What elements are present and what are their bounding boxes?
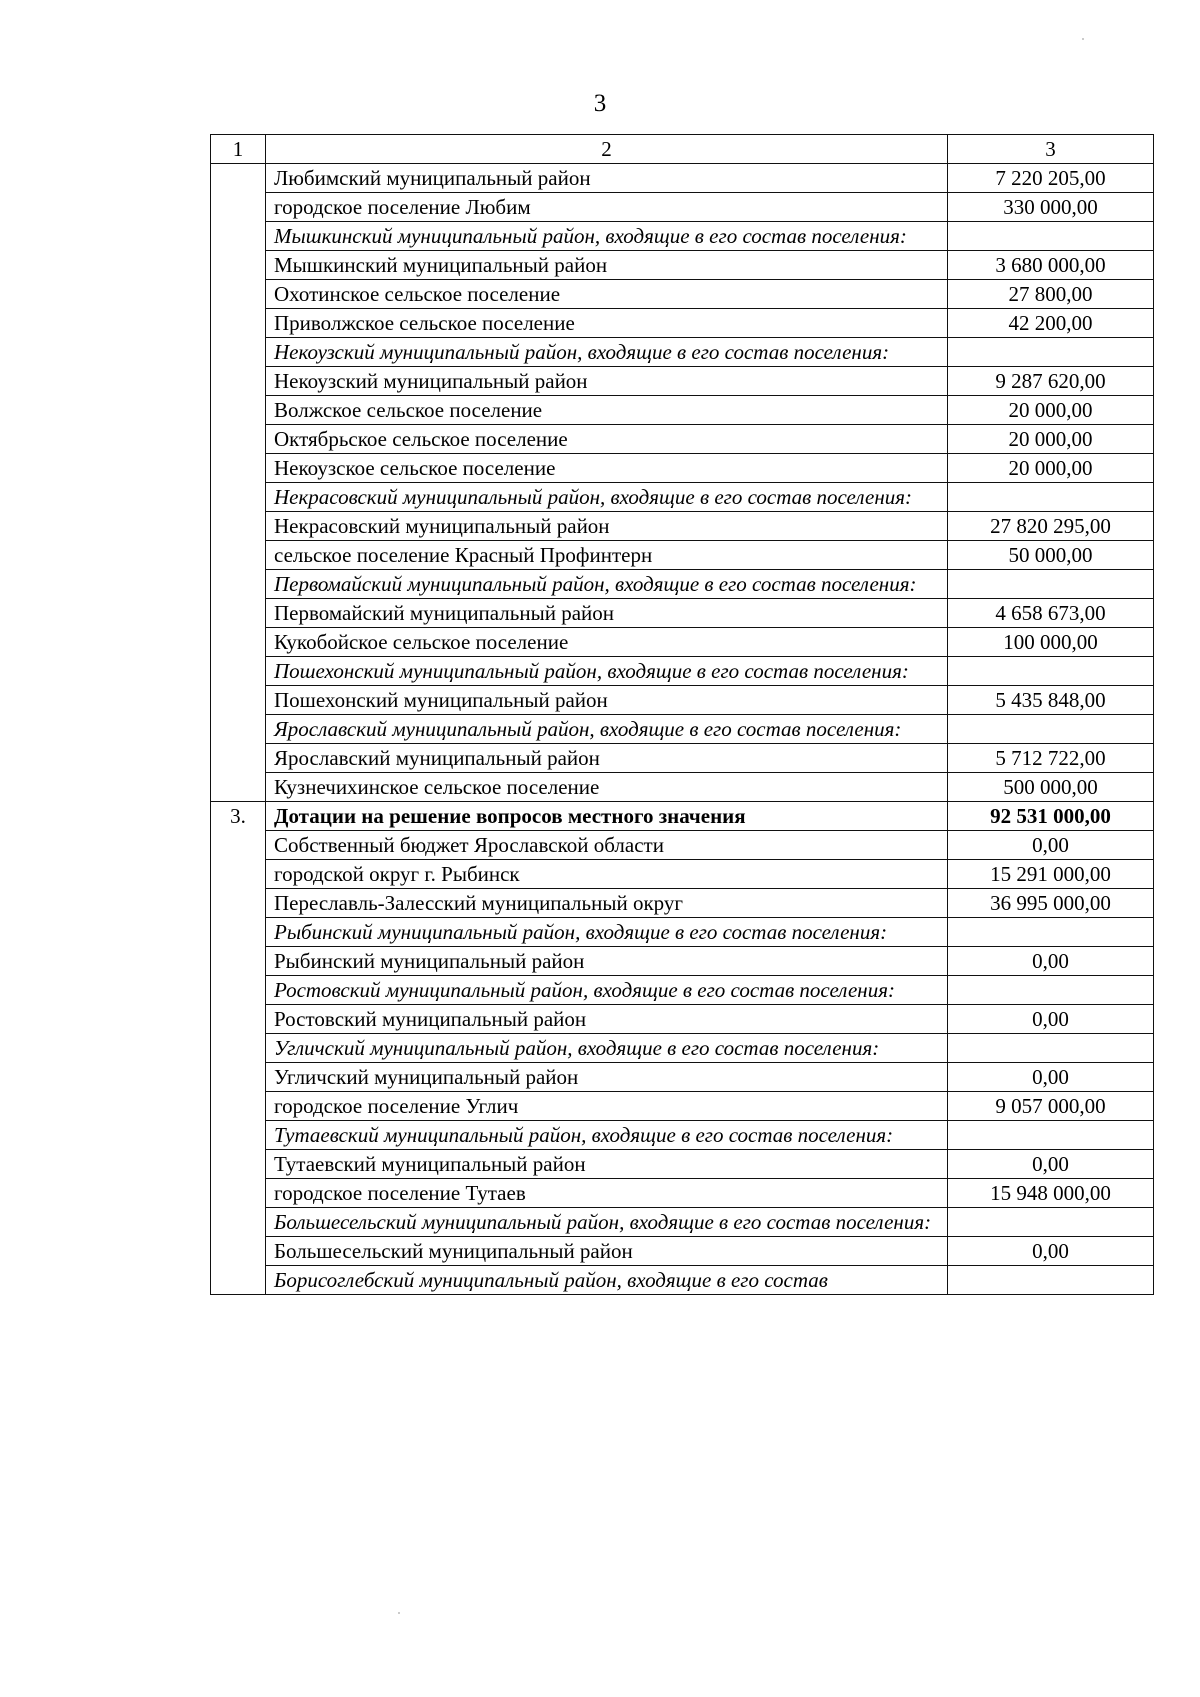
table-row xyxy=(211,715,1154,744)
row-number-cell xyxy=(211,1121,266,1150)
row-number-cell xyxy=(211,657,266,686)
row-name-cell: Приволжское сельское поселение xyxy=(266,309,948,338)
row-amount-cell: 92 531 000,00 xyxy=(948,802,1154,831)
row-name-cell: Пошехонский муниципальный район xyxy=(266,686,948,715)
row-name-cell: Ростовский муниципальный район, входящие в его состав поселения: xyxy=(266,976,948,1005)
row-amount-cell xyxy=(948,483,1154,512)
row-name-cell: Рыбинский муниципальный район, входящие в его состав поселения: xyxy=(266,918,948,947)
row-name-cell: Ярославский муниципальный район, входящие в его состав поселения: xyxy=(266,715,948,744)
row-name-cell: Угличский муниципальный район xyxy=(266,1063,948,1092)
row-amount-cell: 50 000,00 xyxy=(948,541,1154,570)
row-name-cell: Некрасовский муниципальный район, входящие в его состав поселения: xyxy=(266,483,948,512)
table-row xyxy=(211,599,1154,628)
row-amount-cell: 15 291 000,00 xyxy=(948,860,1154,889)
column-header-number: 1 xyxy=(211,135,266,164)
row-name-cell: Любимский муниципальный район xyxy=(266,164,948,193)
row-amount-cell xyxy=(948,657,1154,686)
row-name-cell: Некоузское сельское поселение xyxy=(266,454,948,483)
row-number-cell xyxy=(211,512,266,541)
table-header xyxy=(211,135,1154,164)
row-number-cell xyxy=(211,309,266,338)
row-number-cell xyxy=(211,686,266,715)
row-amount-cell: 4 658 673,00 xyxy=(948,599,1154,628)
row-name-cell: Тутаевский муниципальный район xyxy=(266,1150,948,1179)
row-amount-cell: 42 200,00 xyxy=(948,309,1154,338)
row-name-cell: городской округ г. Рыбинск xyxy=(266,860,948,889)
row-amount-cell xyxy=(948,570,1154,599)
table-row xyxy=(211,1237,1154,1266)
row-amount-cell xyxy=(948,338,1154,367)
row-number-cell xyxy=(211,889,266,918)
scan-speck xyxy=(1082,38,1084,40)
row-number-cell xyxy=(211,164,266,193)
table-row xyxy=(211,1063,1154,1092)
row-name-cell: городское поселение Тутаев xyxy=(266,1179,948,1208)
row-number-cell xyxy=(211,367,266,396)
row-number-cell xyxy=(211,570,266,599)
row-amount-cell: 5 712 722,00 xyxy=(948,744,1154,773)
row-amount-cell: 27 800,00 xyxy=(948,280,1154,309)
table-row xyxy=(211,164,1154,193)
row-name-cell: Некоузский муниципальный район, входящие в его состав поселения: xyxy=(266,338,948,367)
row-number-cell xyxy=(211,628,266,657)
row-name-cell: Ярославский муниципальный район xyxy=(266,744,948,773)
table-row xyxy=(211,773,1154,802)
row-number-cell xyxy=(211,976,266,1005)
row-number-cell xyxy=(211,280,266,309)
table-row xyxy=(211,1034,1154,1063)
row-number-cell xyxy=(211,947,266,976)
row-amount-cell: 0,00 xyxy=(948,1150,1154,1179)
row-name-cell: городское поселение Любим xyxy=(266,193,948,222)
row-number-cell xyxy=(211,599,266,628)
row-number-cell xyxy=(211,251,266,280)
row-name-cell: Некоузский муниципальный район xyxy=(266,367,948,396)
table-row xyxy=(211,1092,1154,1121)
table-row xyxy=(211,831,1154,860)
row-name-cell: Переславль-Залесский муниципальный округ xyxy=(266,889,948,918)
row-number-cell xyxy=(211,396,266,425)
row-number-cell xyxy=(211,425,266,454)
row-number-cell xyxy=(211,1063,266,1092)
column-header-amount: 3 xyxy=(948,135,1154,164)
row-amount-cell: 0,00 xyxy=(948,831,1154,860)
row-number-cell xyxy=(211,1237,266,1266)
table-row xyxy=(211,338,1154,367)
row-name-cell: Собственный бюджет Ярославской области xyxy=(266,831,948,860)
row-name-cell: Кукобойское сельское поселение xyxy=(266,628,948,657)
row-number-cell xyxy=(211,1179,266,1208)
table-row xyxy=(211,251,1154,280)
table-row xyxy=(211,280,1154,309)
row-amount-cell xyxy=(948,1208,1154,1237)
row-amount-cell xyxy=(948,1034,1154,1063)
table-row xyxy=(211,512,1154,541)
row-number-cell xyxy=(211,483,266,512)
row-number-cell xyxy=(211,860,266,889)
table-row xyxy=(211,483,1154,512)
table-row xyxy=(211,367,1154,396)
table-row xyxy=(211,1266,1154,1295)
table-row xyxy=(211,802,1154,831)
row-number-cell xyxy=(211,744,266,773)
table-row xyxy=(211,541,1154,570)
row-amount-cell: 36 995 000,00 xyxy=(948,889,1154,918)
row-amount-cell: 9 287 620,00 xyxy=(948,367,1154,396)
row-amount-cell: 3 680 000,00 xyxy=(948,251,1154,280)
row-number-cell xyxy=(211,1034,266,1063)
table-row xyxy=(211,860,1154,889)
table-row xyxy=(211,570,1154,599)
row-number-cell xyxy=(211,1208,266,1237)
row-amount-cell: 20 000,00 xyxy=(948,454,1154,483)
row-number-cell xyxy=(211,222,266,251)
table-row xyxy=(211,1121,1154,1150)
row-name-cell: городское поселение Углич xyxy=(266,1092,948,1121)
row-number-cell xyxy=(211,1005,266,1034)
row-name-cell: Борисоглебский муниципальный район, входящие в его состав xyxy=(266,1266,948,1295)
table-row xyxy=(211,744,1154,773)
row-name-cell: Кузнечихинское сельское поселение xyxy=(266,773,948,802)
row-name-cell: Волжское сельское поселение xyxy=(266,396,948,425)
row-amount-cell: 500 000,00 xyxy=(948,773,1154,802)
table-row xyxy=(211,976,1154,1005)
row-number-cell xyxy=(211,338,266,367)
row-name-cell: Ростовский муниципальный район xyxy=(266,1005,948,1034)
row-number-cell xyxy=(211,918,266,947)
row-amount-cell: 0,00 xyxy=(948,1005,1154,1034)
row-amount-cell: 5 435 848,00 xyxy=(948,686,1154,715)
row-name-cell: сельское поселение Красный Профинтерн xyxy=(266,541,948,570)
table-row xyxy=(211,222,1154,251)
row-amount-cell xyxy=(948,1121,1154,1150)
row-name-cell: Тутаевский муниципальный район, входящие в его состав поселения: xyxy=(266,1121,948,1150)
page-number: 3 xyxy=(593,90,607,117)
row-amount-cell xyxy=(948,222,1154,251)
row-amount-cell: 27 820 295,00 xyxy=(948,512,1154,541)
table-row xyxy=(211,947,1154,976)
row-number-cell xyxy=(211,1266,266,1295)
table-row xyxy=(211,1005,1154,1034)
row-amount-cell: 330 000,00 xyxy=(948,193,1154,222)
table-body xyxy=(211,164,1154,1295)
row-amount-cell: 20 000,00 xyxy=(948,425,1154,454)
budget-table xyxy=(210,134,1154,1295)
row-name-cell: Большесельский муниципальный район xyxy=(266,1237,948,1266)
table-row xyxy=(211,1208,1154,1237)
table-row xyxy=(211,396,1154,425)
table-row xyxy=(211,657,1154,686)
row-number-cell xyxy=(211,1092,266,1121)
row-name-cell: Первомайский муниципальный район xyxy=(266,599,948,628)
row-number-cell: 3. xyxy=(211,802,266,831)
table-row xyxy=(211,889,1154,918)
row-amount-cell xyxy=(948,1266,1154,1295)
scan-speck xyxy=(398,1612,400,1614)
row-amount-cell: 9 057 000,00 xyxy=(948,1092,1154,1121)
row-number-cell xyxy=(211,831,266,860)
table-row xyxy=(211,309,1154,338)
row-name-cell: Мышкинский муниципальный район, входящие в его состав поселения: xyxy=(266,222,948,251)
row-number-cell xyxy=(211,193,266,222)
row-name-cell: Дотации на решение вопросов местного значения xyxy=(266,802,948,831)
row-name-cell: Октябрьское сельское поселение xyxy=(266,425,948,454)
row-number-cell xyxy=(211,773,266,802)
row-amount-cell: 15 948 000,00 xyxy=(948,1179,1154,1208)
table-row xyxy=(211,425,1154,454)
table-row xyxy=(211,628,1154,657)
row-number-cell xyxy=(211,541,266,570)
row-name-cell: Угличский муниципальный район, входящие в его состав поселения: xyxy=(266,1034,948,1063)
row-number-cell xyxy=(211,454,266,483)
row-amount-cell xyxy=(948,918,1154,947)
table-row xyxy=(211,454,1154,483)
table-row xyxy=(211,918,1154,947)
row-number-cell xyxy=(211,1150,266,1179)
row-amount-cell: 7 220 205,00 xyxy=(948,164,1154,193)
row-name-cell: Первомайский муниципальный район, входящие в его состав поселения: xyxy=(266,570,948,599)
row-name-cell: Большесельский муниципальный район, входящие в его состав поселения: xyxy=(266,1208,948,1237)
column-header-name: 2 xyxy=(266,135,948,164)
row-amount-cell: 100 000,00 xyxy=(948,628,1154,657)
header-row xyxy=(211,135,1154,164)
row-name-cell: Охотинское сельское поселение xyxy=(266,280,948,309)
table-row xyxy=(211,193,1154,222)
table-row xyxy=(211,686,1154,715)
row-name-cell: Мышкинский муниципальный район xyxy=(266,251,948,280)
row-amount-cell: 0,00 xyxy=(948,947,1154,976)
table-row xyxy=(211,1150,1154,1179)
row-name-cell: Рыбинский муниципальный район xyxy=(266,947,948,976)
row-amount-cell: 0,00 xyxy=(948,1237,1154,1266)
row-name-cell: Некрасовский муниципальный район xyxy=(266,512,948,541)
row-amount-cell: 0,00 xyxy=(948,1063,1154,1092)
row-name-cell: Пошехонский муниципальный район, входящие в его состав поселения: xyxy=(266,657,948,686)
row-amount-cell xyxy=(948,715,1154,744)
row-number-cell xyxy=(211,715,266,744)
row-amount-cell xyxy=(948,976,1154,1005)
row-amount-cell: 20 000,00 xyxy=(948,396,1154,425)
table-row xyxy=(211,1179,1154,1208)
